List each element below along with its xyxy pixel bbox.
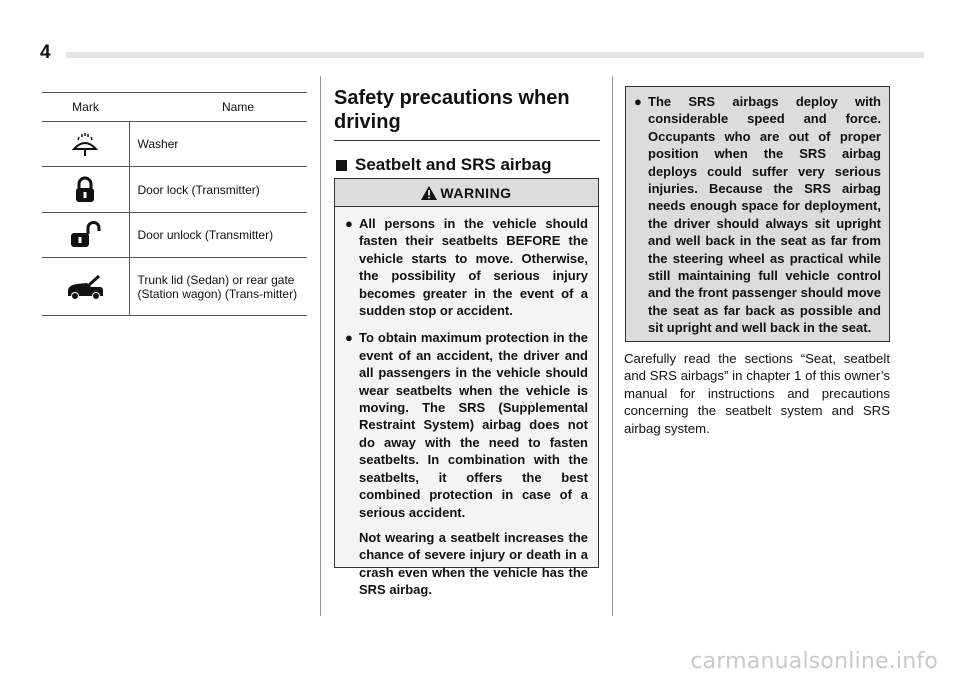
list-item: [634, 93, 881, 337]
caution-item-text: The SRS airbags deploy with considerable speed and force. Occupants who are out of proper position when the SRS airbag deploys could suffer very serious injuries. Because the SRS airbag needs enough space for deployment, the driver should always sit upright and well back in the seat as far from the steering wheel as practical while still maintaining full vehicle control and the front passenger should move the seat as far back as possible and sit upright and well back in the seat.: [648, 94, 881, 336]
table-row: [42, 167, 307, 213]
mark-column-header: Mark: [42, 93, 129, 122]
door-unlock-icon: [69, 221, 101, 249]
bullet-icon: ●: [345, 330, 353, 346]
body-paragraph: Carefully read the sections “Seat, seatbelt and SRS airbags” in chapter 1 of this owner’s manual for instructions and precautions concerning the seatbelt system and SRS airbag system.: [624, 351, 890, 436]
trunk-lid-icon: [65, 274, 105, 300]
row-name: Door lock (Transmitter): [129, 167, 307, 213]
watermark: carmanualsonline.info: [690, 649, 938, 674]
airbag-caution-box: [625, 86, 890, 342]
mark-name-table: [42, 92, 307, 316]
column-divider-right: [612, 76, 613, 616]
section-title: Safety precautions when driving: [334, 87, 570, 133]
door-lock-icon: [74, 176, 96, 204]
warning-item-text: All persons in the vehicle should fasten their seatbelts BEFORE the vehicle starts to move. Otherwise, the possibility of serious injury becomes greater in the event of a sudden stop or accident.: [359, 216, 588, 319]
table-row: [42, 213, 307, 258]
row-name: Washer: [129, 122, 307, 167]
row-name: Trunk lid (Sedan) or rear gate (Station wagon) (Trans-mitter): [129, 258, 307, 316]
washer-icon: [72, 131, 98, 157]
bullet-icon: ●: [345, 216, 353, 231]
page-number: 4: [40, 42, 51, 63]
warning-triangle-icon: [421, 186, 437, 200]
warning-item-text: To obtain maximum protection in the event of an accident, the driver and all passengers in the vehicle should wear seatbelts when the vehicle is moving. The SRS (Supplemental Restraint System) airbag does not do away with the need to fasten seatbelts. In combination with the seatbelts, it offers the best combined protection in case of a serious accident.: [359, 330, 588, 520]
warning-header: [335, 179, 598, 207]
warning-body: [335, 207, 598, 598]
table-header-row: [42, 93, 307, 122]
column-divider-left: [320, 76, 321, 616]
table-row: [42, 122, 307, 167]
list-item: [345, 329, 588, 520]
row-name: Door unlock (Transmitter): [129, 213, 307, 258]
table-row: [42, 258, 307, 316]
middle-column: [334, 86, 600, 175]
subsection-heading: [334, 155, 600, 175]
warning-extra-text: Not wearing a seatbelt increases the chance of severe injury or death in a crash even when the vehicle has the SRS airbag.: [359, 529, 588, 598]
title-rule: [334, 140, 600, 141]
square-bullet-icon: [336, 160, 347, 171]
list-item: [345, 215, 588, 319]
bullet-icon: ●: [634, 94, 642, 109]
warning-label: WARNING: [440, 184, 512, 201]
subsection-title: Seatbelt and SRS airbag: [355, 155, 552, 174]
header-rule: [66, 52, 924, 58]
name-column-header: Name: [129, 93, 307, 122]
warning-box: [334, 178, 599, 598]
